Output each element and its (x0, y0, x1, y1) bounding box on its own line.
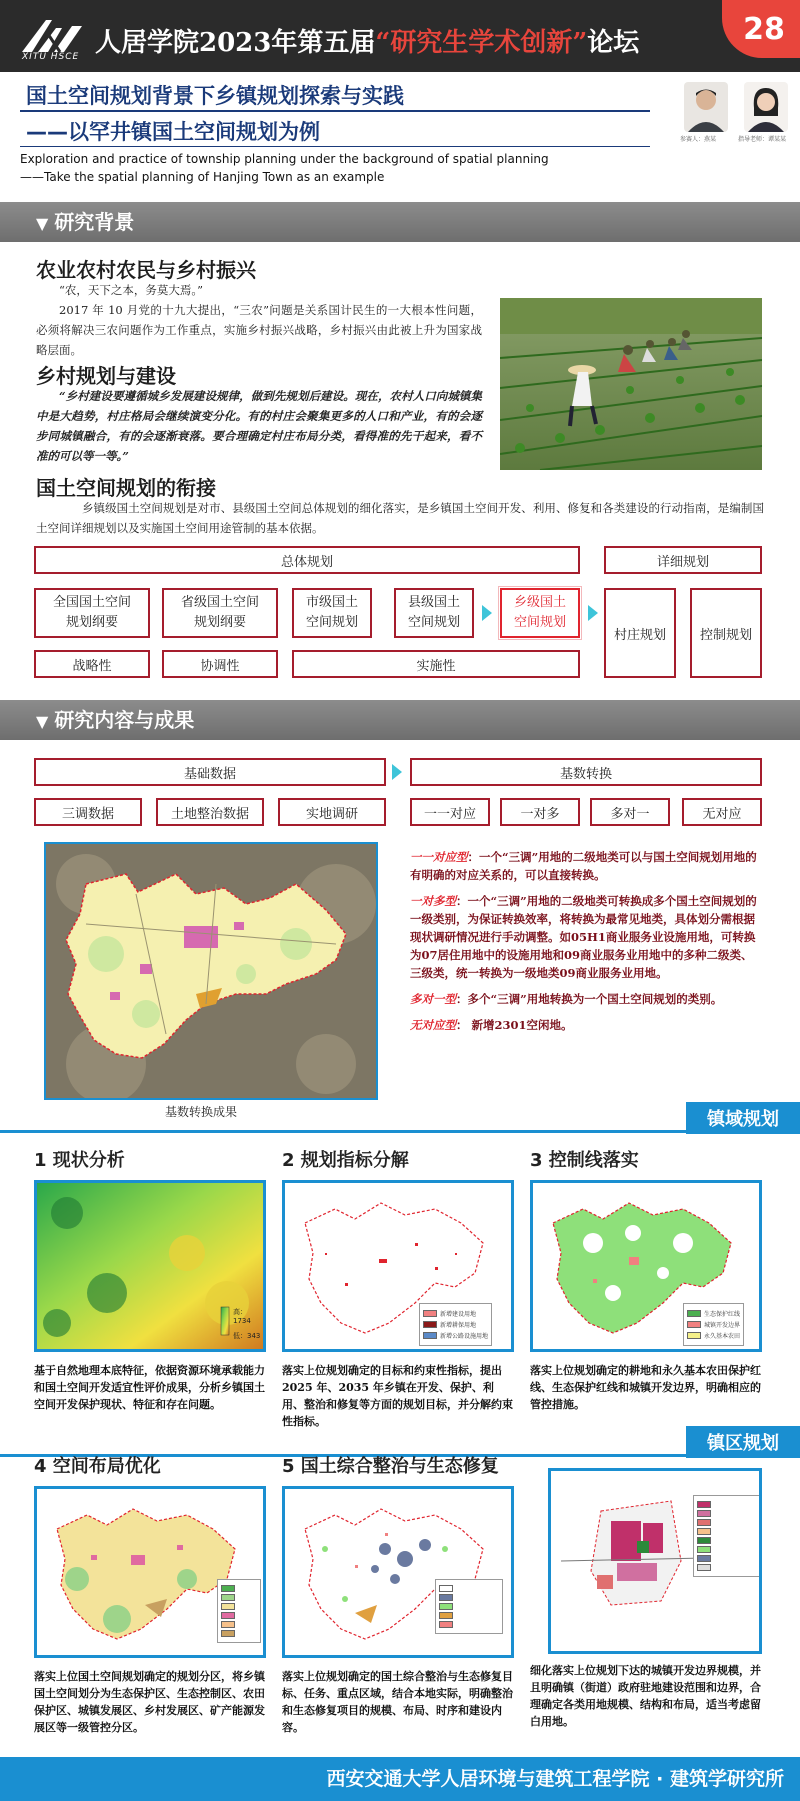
legend-item (221, 1621, 257, 1628)
definition-key: 一对多型 (410, 894, 456, 908)
legend-swatch (439, 1603, 453, 1610)
legend-swatch (221, 1603, 235, 1610)
poster-number-badge: 28 (722, 0, 800, 58)
legend-swatch (439, 1585, 453, 1592)
heading-spatial-planning: 国土空间规划的衔接 (36, 476, 216, 500)
legend-item (221, 1630, 257, 1637)
legend-town-center (693, 1495, 761, 1577)
presenter-photo (684, 82, 728, 132)
legend-swatch (221, 1621, 235, 1628)
tag-town-domain-planning: 镇域规划 (686, 1102, 800, 1134)
map-land-consolidation (282, 1486, 514, 1658)
definition-key: 多对一型 (410, 992, 456, 1006)
legend-indicators (419, 1303, 492, 1346)
forum-title-post: 论坛 (587, 28, 640, 58)
conversion-definitions (410, 848, 762, 1034)
section-header-background (0, 202, 800, 242)
legend-swatch (697, 1519, 711, 1526)
legend-item (697, 1519, 757, 1526)
advisor-label: 指导老师：谭某某 (738, 136, 787, 143)
logo-text: XITU HSCE (22, 52, 80, 62)
legend-item (423, 1331, 488, 1340)
legend-swatch (423, 1321, 437, 1328)
legend-swatch (697, 1537, 711, 1544)
box-land-consolidation-data: 土地整治数据 (156, 798, 264, 826)
box-base-conversion: 基数转换 (410, 758, 762, 786)
box-county-planning: 县级国土 空间规划 (394, 588, 474, 638)
legend-item (423, 1309, 488, 1318)
box-strategic: 战略性 (34, 650, 150, 678)
title-divider-2 (20, 146, 650, 147)
definition-one-to-many (410, 892, 762, 982)
box-village-planning: 村庄规划 (604, 588, 676, 678)
panel-title-current-analysis: 1 现状分析 (34, 1150, 125, 1171)
map-control-lines (530, 1180, 762, 1352)
legend-swatch (697, 1501, 711, 1508)
legend-spatial-layout (217, 1579, 261, 1643)
quote-line: “农，天下之本，务莫大焉。” (59, 283, 204, 297)
panel-title-control-lines: 3 控制线落实 (530, 1150, 639, 1171)
box-city-planning: 市级国土 空间规划 (292, 588, 372, 638)
box-national-planning: 全国国土空间 规划纲要 (34, 588, 150, 638)
legend-high: 高：1734 (233, 1308, 251, 1325)
definition-text: ：一个“三调”用地的二级地类可转换成多个国土空间规划的一级类别，为保证转换效率，将转换为最常见地类，具体划分需根据现状调研情况进行手动调整。如05H1商业服务业设施用地，可转换为07居住用地中的设施用地和09商业服务业用地中的多种二级类、三级类，统一转换为一级地类09商业服务业用地。 (410, 894, 757, 980)
panel-title-land-consolidation: 5 国土综合整治与生态修复 (282, 1456, 499, 1477)
definition-key: 无对应型 (410, 1018, 456, 1032)
paragraph-rural-planning: “乡村建设要遵循城乡发展建设规律，做到先规划后建设。现在，农村人口向城镇集中是大趋势，村庄格局会继续演变分化。有的村庄会聚集更多的人口和产业，有的会逐步同城镇融合，有的会逐渐衰落。要合理确定村庄布局分类，看得准的先干起来，看不准的可以等一等。” (36, 389, 482, 463)
arrow-right-icon (392, 764, 402, 780)
definition-text: ：一个“三调”用地的二级地类可以与国土空间规划用地的有明确的对应关系的，可以直接转换。 (410, 850, 757, 882)
paragraph-text: 2017 年 10 月党的十九大提出，“三农”问题是关系国计民生的一大根本性问题，必须将解决三农问题作为工作重点，实施乡村振兴战略，乡村振兴由此被上升为国家战略层面。 (36, 303, 482, 357)
box-coordinating: 协调性 (162, 650, 278, 678)
definition-text: ： 新增2301空闲地。 (456, 1018, 573, 1032)
legend-label: 新增建设用地 (440, 1311, 477, 1318)
legend-swatch (687, 1321, 701, 1328)
box-control-planning: 控制规划 (690, 588, 762, 678)
box-survey-data: 三调数据 (34, 798, 142, 826)
legend-item (423, 1320, 488, 1329)
panel-desc-town-center: 细化落实上位规划下达的城镇开发边界规模，并且明确镇（街道）政府驻地建设范围和边界，合理确定各类用地规模、结构和布局，适当考虑留白用地。 (530, 1664, 761, 1728)
legend-label: 城镇开发边界 (704, 1322, 741, 1329)
legend-swatch (439, 1612, 453, 1619)
box-one-to-many: 一对多 (500, 798, 580, 826)
map-spatial-layout (34, 1486, 266, 1658)
legend-swatch (439, 1621, 453, 1628)
panel-desc-current-analysis: 基于自然地理本底特征，依据资源环境承载能力和国土空间开发适宜性评价成果，分析乡镇国土空间开发保护现状、特征和存在问题。 (34, 1364, 265, 1411)
legend-item (697, 1546, 757, 1553)
map-indicators (282, 1180, 514, 1352)
legend-swatch (697, 1510, 711, 1517)
legend-swatch (687, 1332, 701, 1339)
legend-item (697, 1555, 757, 1562)
box-basic-data: 基础数据 (34, 758, 386, 786)
triangle-down-icon: ▼ (36, 712, 49, 731)
box-no-match: 无对应 (682, 798, 762, 826)
panel-desc-spatial-layout: 落实上位国土空间规划确定的规划分区，将乡镇国土空间划分为生态保护区、生态控制区、农田保护区、城镇发展区、乡村发展区、矿产能源发展区等一级管控分区。 (34, 1670, 265, 1734)
section-header-background (0, 700, 800, 740)
legend-control-lines (683, 1303, 744, 1346)
title-cn-sub: ——以罕井镇国土空间规划为例 (26, 120, 320, 144)
map-caption: 基数转换成果 (165, 1105, 238, 1119)
box-field-research: 实地调研 (278, 798, 386, 826)
legend-item (697, 1501, 757, 1508)
box-implementing: 实施性 (292, 650, 580, 678)
panel-desc-land-consolidation: 落实上位规划确定的国土综合整治与生态修复目标、任务、重点区域，结合本地实际，明确整治和生态修复项目的规模、布局、时序和建设内容。 (282, 1670, 513, 1734)
legend-item (697, 1564, 757, 1571)
legend-item (697, 1528, 757, 1535)
legend-item (221, 1603, 257, 1610)
panel-title-indicator-decomposition: 2 规划指标分解 (282, 1150, 409, 1171)
legend-item (221, 1612, 257, 1619)
divider-line (0, 1130, 800, 1133)
section-label: 研究内容与成果 (54, 708, 195, 732)
legend-item (697, 1537, 757, 1544)
legend-item (687, 1320, 740, 1329)
legend-item (687, 1331, 740, 1340)
legend-swatch (423, 1310, 437, 1317)
arrow-right-icon (588, 605, 598, 621)
legend-item (439, 1621, 499, 1628)
box-township-planning: 乡级国土 空间规划 (500, 588, 580, 638)
section-label: 研究背景 (54, 210, 135, 234)
presenter-label: 参赛人：燕某 (680, 136, 717, 143)
box-provincial-planning: 省级国土空间 规划纲要 (162, 588, 278, 638)
tag-town-center-planning: 镇区规划 (686, 1426, 800, 1458)
map-town-center (548, 1468, 762, 1654)
legend-item (439, 1603, 499, 1610)
legend-item (439, 1585, 499, 1592)
legend-swatch (221, 1594, 235, 1601)
paragraph-rural (36, 280, 482, 360)
definition-key: 一一对应型 (410, 850, 468, 864)
triangle-down-icon: ▼ (36, 214, 49, 233)
legend-swatch (423, 1332, 437, 1339)
heading-rural-planning: 乡村规划与建设 (36, 364, 176, 388)
legend-item (221, 1594, 257, 1601)
legend-item (697, 1510, 757, 1517)
definition-one-to-one (410, 848, 762, 884)
footer-bar: 西安交通大学人居环境与建筑工程学院 · 建筑学研究所 (0, 1757, 800, 1801)
advisor-photo (744, 82, 788, 132)
heading-rural-revitalization: 农业农村农民与乡村振兴 (36, 258, 256, 282)
legend-item (439, 1594, 499, 1601)
legend-item (687, 1309, 740, 1318)
map-elevation (34, 1180, 266, 1352)
arrow-right-icon (482, 605, 492, 621)
title-divider (20, 110, 650, 112)
legend-swatch (697, 1546, 711, 1553)
panel-desc-indicator-decomposition: 落实上位规划确定的目标和约束性指标，提出 2025 年、2035 年乡镇在开发、保护、利用、整治和修复等方面的规划目标，并分解约束性指标。 (282, 1364, 513, 1428)
panel-title-spatial-layout: 4 空间布局优化 (34, 1456, 161, 1477)
legend-swatch (221, 1585, 235, 1592)
forum-title-highlight: “研究生学术创新” (375, 28, 588, 58)
legend-label: 生态保护红线 (704, 1311, 741, 1318)
box-one-to-one: 一一对应 (410, 798, 490, 826)
legend-item (221, 1585, 257, 1592)
legend-label: 永久基本农田 (704, 1333, 741, 1340)
legend-low: 低：343 (233, 1332, 261, 1340)
base-conversion-map (44, 842, 378, 1100)
box-many-to-one: 多对一 (590, 798, 670, 826)
paddy-field-photo (500, 298, 762, 470)
box-overall-planning: 总体规划 (34, 546, 580, 574)
legend-swatch (221, 1612, 235, 1619)
legend-land-consolidation (435, 1579, 503, 1634)
legend-swatch (697, 1528, 711, 1535)
legend-swatch (687, 1310, 701, 1317)
legend-swatch (439, 1594, 453, 1601)
title-cn-main: 国土空间规划背景下乡镇规划探索与实践 (26, 84, 404, 108)
legend-label: 新增公路设施用地 (440, 1333, 489, 1340)
legend-label: 新增耕保用地 (440, 1322, 477, 1329)
legend-item (439, 1612, 499, 1619)
definition-text: ：多个“三调”用地转换为一个国土空间规划的类别。 (456, 992, 723, 1006)
forum-title (95, 22, 639, 59)
definition-many-to-one (410, 990, 762, 1008)
forum-title-pre: 人居学院2023年第五届 (95, 28, 376, 58)
definition-no-match (410, 1016, 762, 1034)
legend-swatch (697, 1564, 711, 1571)
panel-desc-control-lines: 落实上位规划确定的耕地和永久基本农田保护红线、生态保护红线和城镇开发边界，明确相应的管控措施。 (530, 1364, 761, 1411)
title-en-main: Exploration and practice of township planning under the background of spatial planning (20, 152, 549, 166)
paragraph-spatial: 乡镇级国土空间规划是对市、县级国土空间总体规划的细化落实，是乡镇国土空间开发、利用、修复和各类建设的行动指南，是编制国土空间详细规划以及实施国土空间用途管制的基本依据。 (36, 501, 764, 535)
box-detailed-planning: 详细规划 (604, 546, 762, 574)
legend-swatch (221, 1630, 235, 1637)
legend-swatch (697, 1555, 711, 1562)
title-en-sub: ——Take the spatial planning of Hanjing Town as an example (20, 170, 385, 184)
